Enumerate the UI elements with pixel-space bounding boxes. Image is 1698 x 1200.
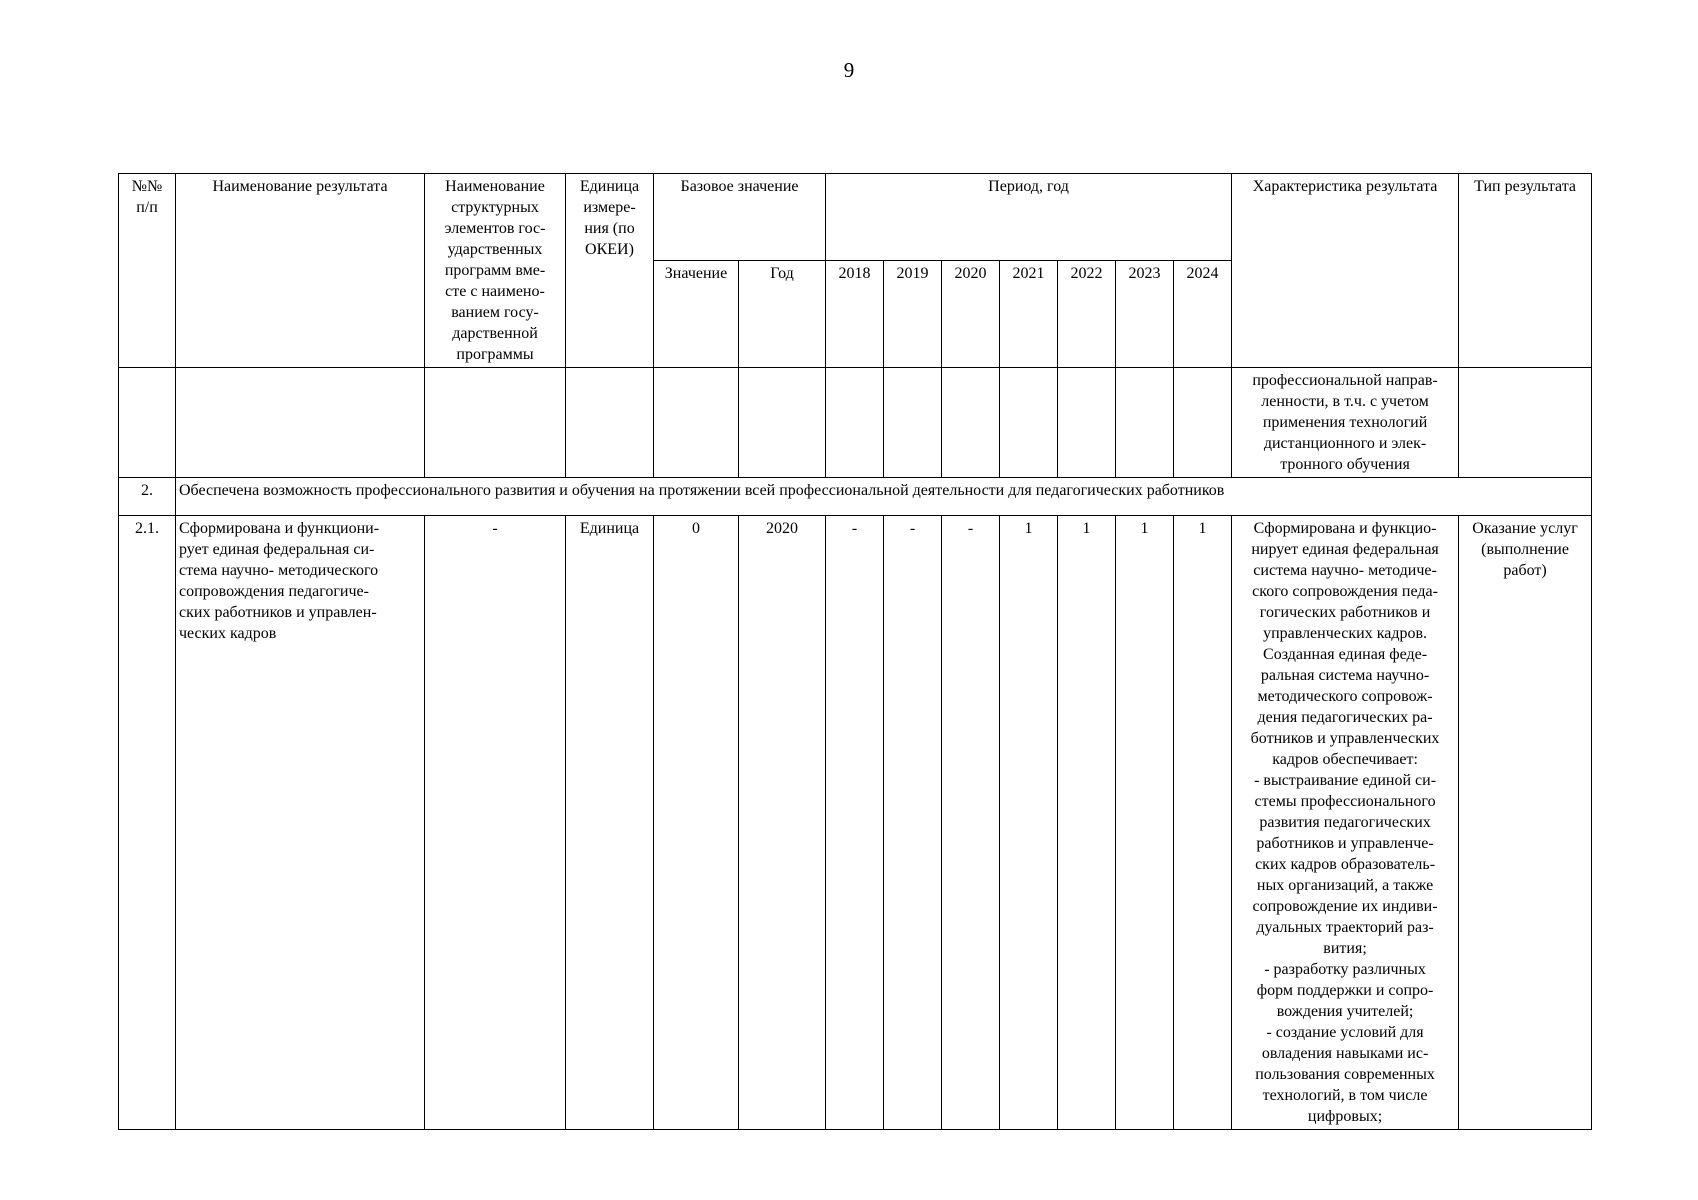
header-period: Период, год bbox=[826, 174, 1232, 261]
year-value: - bbox=[942, 516, 1000, 1130]
cell-empty bbox=[942, 368, 1000, 478]
unit: Единица bbox=[566, 516, 654, 1130]
header-row-1 bbox=[119, 174, 1592, 261]
page-number: 9 bbox=[843, 58, 855, 82]
header-struct: Наименование структурных элементов гос- ударственных программ вме- сте с наимено- ванием госу- дарственной программы bbox=[425, 174, 566, 368]
cell-empty bbox=[739, 368, 826, 478]
cell-empty bbox=[176, 368, 425, 478]
cell-empty bbox=[1174, 368, 1232, 478]
header-characteristic: Характеристика результата bbox=[1232, 174, 1459, 368]
header-name: Наименование результата bbox=[176, 174, 425, 368]
header-base: Базовое значение bbox=[654, 174, 826, 261]
cell-empty bbox=[1116, 368, 1174, 478]
cell-empty bbox=[826, 368, 884, 478]
cell-empty bbox=[1000, 368, 1058, 478]
year-value: - bbox=[826, 516, 884, 1130]
base-year: 2020 bbox=[739, 516, 826, 1130]
header-base-year: Год bbox=[739, 261, 826, 368]
header-num: №№ п/п bbox=[119, 174, 176, 368]
cell-empty bbox=[425, 368, 566, 478]
header-year: 2020 bbox=[942, 261, 1000, 368]
year-value: - bbox=[884, 516, 942, 1130]
year-value: 1 bbox=[1174, 516, 1232, 1130]
header-year: 2021 bbox=[1000, 261, 1058, 368]
base-value: 0 bbox=[654, 516, 739, 1130]
result-name: Сформирована и функциони- рует единая федеральная си- стема научно- методического сопровождения педагогиче- ских работников и управлен- ческих кадров bbox=[176, 516, 425, 1130]
year-value: 1 bbox=[1116, 516, 1174, 1130]
year-value: 1 bbox=[1058, 516, 1116, 1130]
section-title: Обеспечена возможность профессионального развития и обучения на протяжении всей профессиональной деятельности для педагогических работников bbox=[176, 478, 1592, 516]
cell-empty bbox=[566, 368, 654, 478]
header-year: 2024 bbox=[1174, 261, 1232, 368]
results-table bbox=[118, 173, 1592, 1130]
continuation-characteristic: профессиональной направ- ленности, в т.ч. с учетом применения технологий дистанционного и элек- тронного обучения bbox=[1232, 368, 1459, 478]
cell-empty bbox=[119, 368, 176, 478]
cell-empty bbox=[1058, 368, 1116, 478]
result-characteristic: Сформирована и функцио- нирует единая федеральная система научно- методиче- ского сопровождения педа- гогических работников и управленческих кадров. Созданная единая феде- ральная система научно- методического сопровож- дения педагогических ра- ботников и управленческих кадров обеспечивает: - выстраивание единой си- стемы профессионального развития педагогических работников и управленче- ских кадров образователь- ных организаций, а также сопровождение их индиви- дуальных траекторий раз- вития; - разработку различных форм поддержки и сопро- вождения учителей; - создание условий для овладения навыками ис- пользования современных технологий, в том числе цифровых; bbox=[1232, 516, 1459, 1130]
header-unit: Единица измере- ния (по ОКЕИ) bbox=[566, 174, 654, 368]
row-num: 2.1. bbox=[119, 516, 176, 1130]
struct-element: - bbox=[425, 516, 566, 1130]
section-row bbox=[119, 478, 1592, 516]
header-year: 2022 bbox=[1058, 261, 1116, 368]
header-base-value: Значение bbox=[654, 261, 739, 368]
header-year: 2023 bbox=[1116, 261, 1174, 368]
cell-empty bbox=[884, 368, 942, 478]
result-row-2-1 bbox=[119, 516, 1592, 1130]
header-year: 2019 bbox=[884, 261, 942, 368]
cell-empty bbox=[654, 368, 739, 478]
continuation-row bbox=[119, 368, 1592, 478]
cell-empty bbox=[1459, 368, 1592, 478]
result-type: Оказание услуг (выполнение работ) bbox=[1459, 516, 1592, 1130]
section-num: 2. bbox=[119, 478, 176, 516]
header-year: 2018 bbox=[826, 261, 884, 368]
year-value: 1 bbox=[1000, 516, 1058, 1130]
header-type: Тип результата bbox=[1459, 174, 1592, 368]
